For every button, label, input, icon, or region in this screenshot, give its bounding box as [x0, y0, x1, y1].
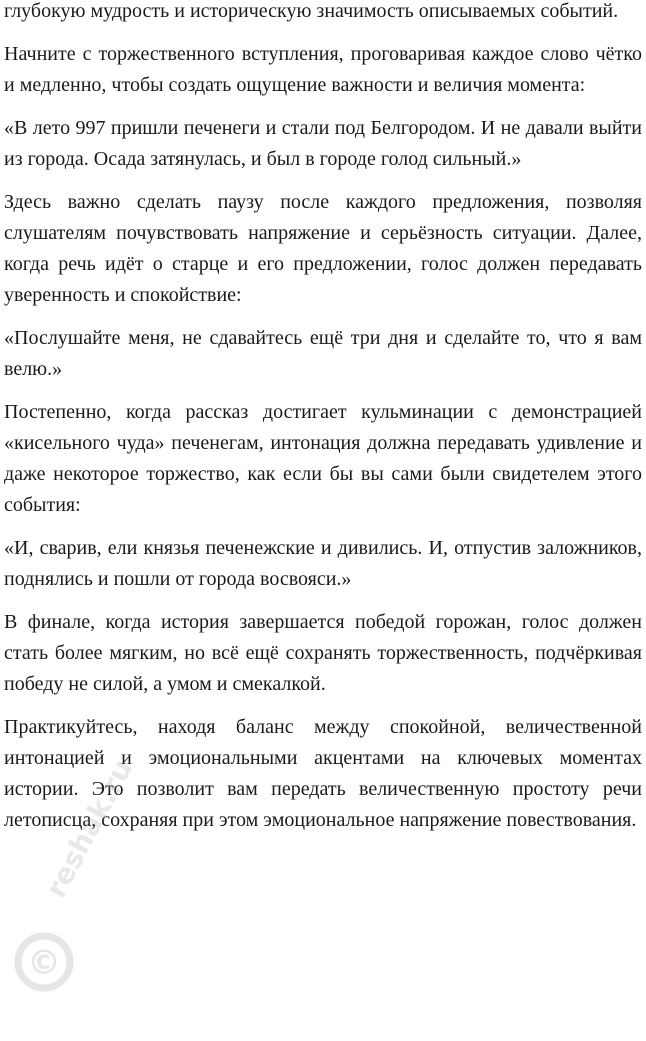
- paragraph-6: Практикуйтесь, находя баланс между спокойной, величественной интонацией и эмоциональными акцентами на ключевых моментах истории. Это позволит вам передать величественную простоту речи летописца, сохраняя при этом эмоциональное напряжение повествования.: [4, 716, 642, 831]
- watermark-logo: [8, 753, 148, 1000]
- paragraph-2: Начните с торжественного вступления, проговаривая каждое слово чётко и медленно, чтобы создать ощущение важности и величия момента:: [4, 43, 642, 96]
- watermark-text: reshak.ru: [39, 753, 140, 904]
- paragraph-4: Постепенно, когда рассказ достигает кульминации с демонстрацией «кисельного чуда» печенегам, интонация должна передавать удивление и даже некоторое торжество, как если бы вы сами были свидетелем этого события:: [4, 401, 642, 516]
- paragraph-3: Здесь важно сделать паузу после каждого предложения, позволяя слушателям почувствовать напряжение и серьёзность ситуации. Далее, когда речь идёт о старце и его предложении, голос должен передавать уверенность и спокойствие:: [4, 191, 642, 306]
- quote-2: «Послушайте меня, не сдавайтесь ещё три дня и сделайте то, что я вам велю.»: [4, 327, 642, 380]
- copyright-icon: [8, 850, 148, 1000]
- paragraph-1: глубокую мудрость и историческую значимость описываемых событий.: [4, 0, 619, 22]
- paragraph-5: В финале, когда история завершается победой горожан, голос должен стать более мягким, но всё ещё сохранять торжественность, подчёркивая победу не силой, а умом и смекалкой.: [4, 611, 642, 695]
- watermark-symbol: ©: [27, 943, 61, 983]
- quote-1: «В лето 997 пришли печенеги и стали под Белгородом. И не давали выйти из города. Осада затянулась, и был в городе голод сильный.»: [4, 117, 642, 170]
- quote-3: «И, сварив, ели князья печенежские и дивились. И, отпустив заложников, поднялись и пошли от города восвояси.»: [4, 537, 642, 590]
